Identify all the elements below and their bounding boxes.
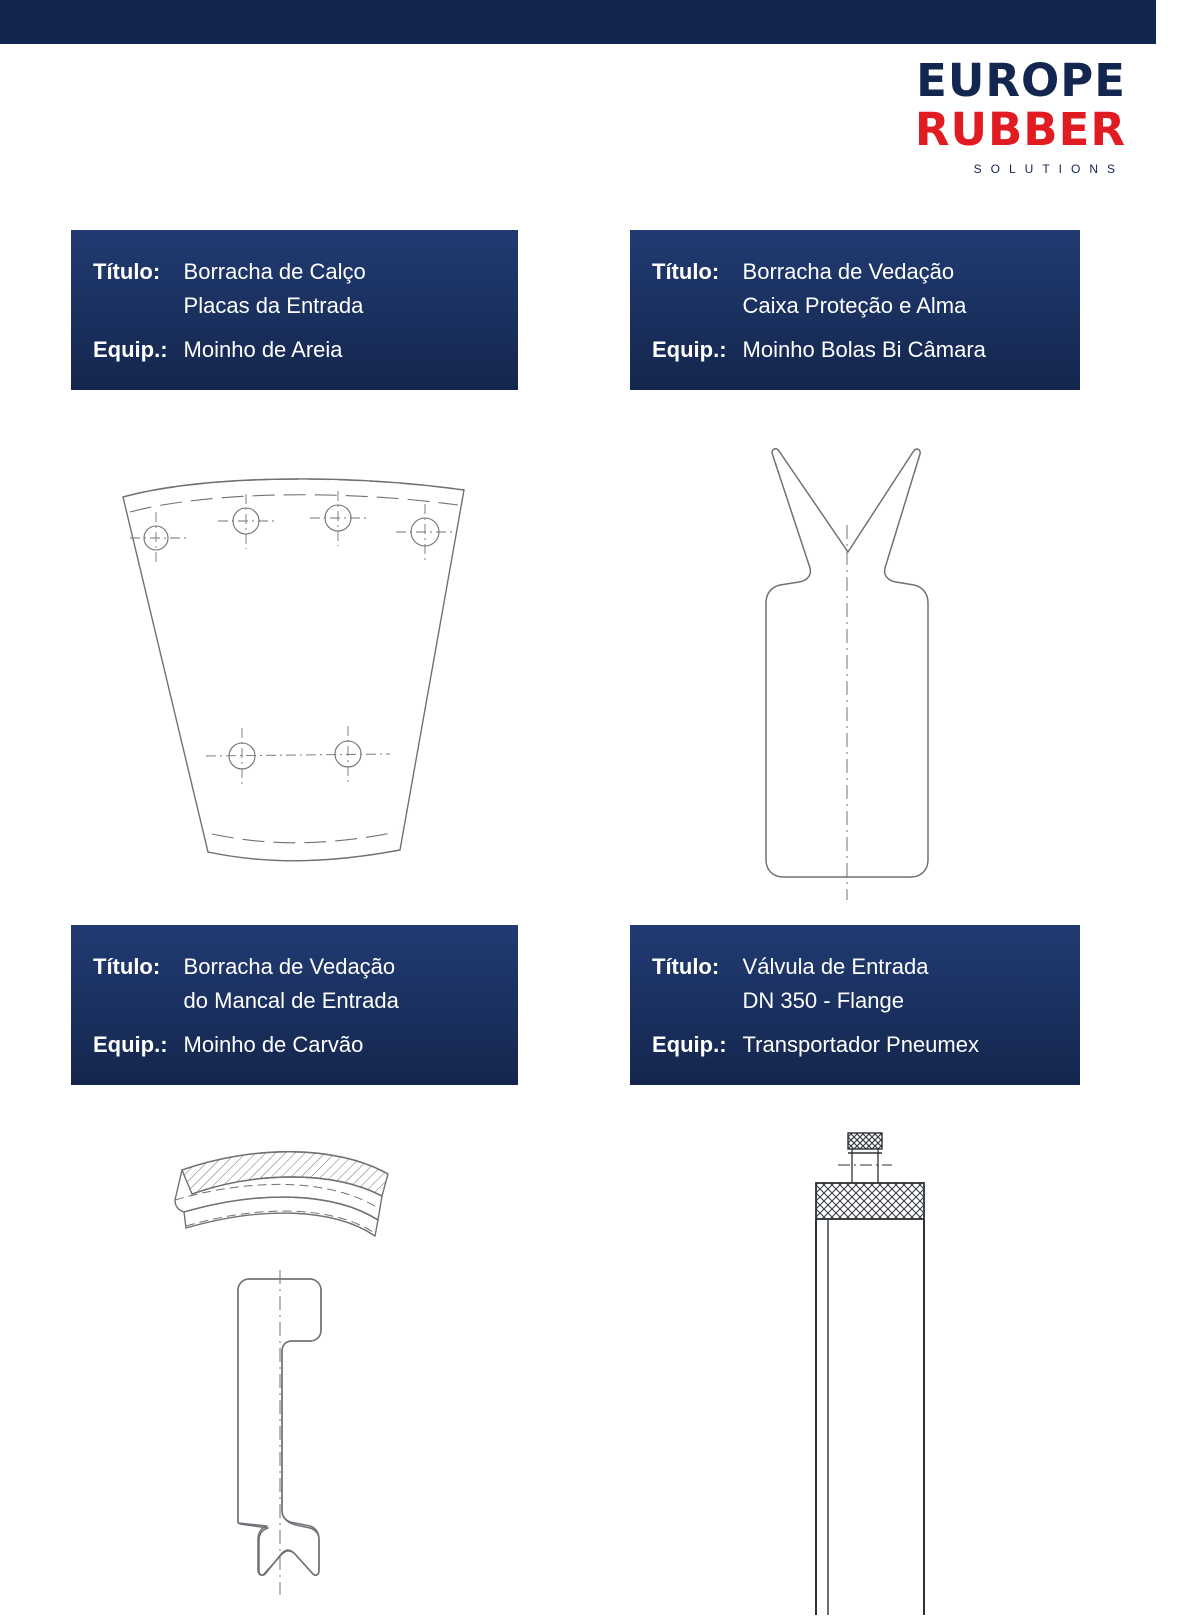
equip-value: Transportador Pneumex — [742, 1031, 979, 1057]
titulo-label: Título: — [93, 954, 161, 979]
titulo-value-line1: Válvula de Entrada — [742, 954, 929, 979]
titulo-value-line2: DN 350 - Flange — [742, 987, 904, 1013]
header-spacer — [93, 324, 492, 332]
equip-value: Moinho de Carvão — [183, 1031, 364, 1057]
equip-label: Equip.: — [652, 336, 727, 362]
product-card-4-header — [630, 925, 1080, 1085]
equip-value: Moinho de Areia — [183, 336, 343, 362]
titulo-value-line1: Borracha de Calço — [183, 259, 366, 284]
brand-logo — [856, 54, 1126, 176]
product-card-3 — [71, 925, 518, 1085]
technical-drawing-forked-seal — [700, 430, 1030, 910]
titulo-value-line2: Placas da Entrada — [183, 292, 364, 318]
top-bar — [0, 0, 1190, 44]
brand-logo-line-rubber: RUBBER — [914, 103, 1126, 156]
equip-label: Equip.: — [652, 1031, 727, 1057]
equip-label: Equip.: — [93, 336, 168, 362]
titulo-value-line1: Borracha de Vedação — [183, 954, 396, 979]
technical-drawing-bearing-seal — [120, 1130, 500, 1600]
titulo-label: Título: — [93, 259, 161, 284]
equip-value: Moinho Bolas Bi Câmara — [742, 336, 986, 362]
product-card-4 — [630, 925, 1080, 1085]
technical-drawing-sector-plate — [90, 460, 520, 890]
product-card-3-header — [71, 925, 518, 1085]
titulo-value-line1: Borracha de Vedação — [742, 259, 955, 284]
brand-logo-line-solutions: SOLUTIONS — [973, 162, 1124, 176]
product-card-1 — [71, 230, 518, 390]
titulo-label: Título: — [652, 954, 720, 979]
top-bar-notch — [1156, 0, 1190, 44]
header-spacer — [652, 324, 1054, 332]
titulo-label: Título: — [652, 259, 720, 284]
titulo-value-line2: Caixa Proteção e Alma — [742, 292, 967, 318]
equip-label: Equip.: — [93, 1031, 168, 1057]
product-card-2 — [630, 230, 1080, 390]
titulo-value-line2: do Mancal de Entrada — [183, 987, 399, 1013]
product-card-2-header — [630, 230, 1080, 390]
header-spacer — [652, 1019, 1054, 1027]
technical-drawing-valve-flange — [740, 1125, 1020, 1615]
product-card-1-header — [71, 230, 518, 390]
brand-logo-line-europe: EUROPE — [916, 54, 1126, 107]
header-spacer — [93, 1019, 492, 1027]
